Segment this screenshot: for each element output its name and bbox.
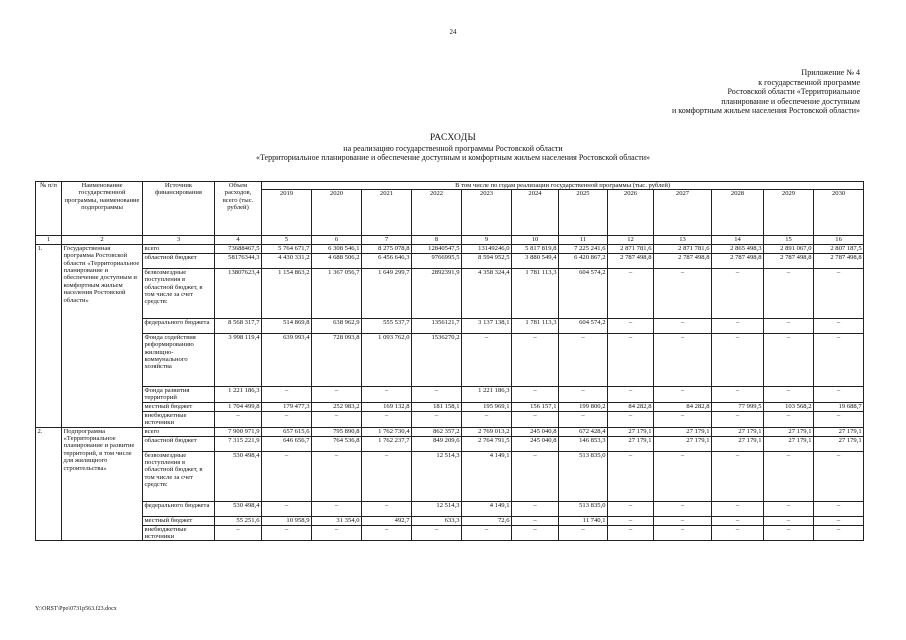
column-number: 13 (654, 236, 712, 244)
year-cell: 7 225 241,6 (559, 244, 608, 253)
year-cell: – (764, 501, 814, 516)
year-cell: 12840547,5 (412, 244, 462, 253)
year-cell: 3 137 138,1 (462, 318, 512, 333)
year-cell: – (312, 386, 362, 402)
year-cell: 245 040,8 (512, 427, 559, 436)
year-cell: – (814, 268, 864, 318)
year-cell: 1 221 186,3 (462, 386, 512, 402)
year-cell: – (712, 451, 764, 501)
year-cell: 3 880 549,4 (512, 253, 559, 268)
table-row (36, 501, 864, 516)
table-row (36, 268, 864, 318)
year-cell: – (814, 501, 864, 516)
year-cell: 633,3 (412, 516, 462, 525)
year-cell: – (712, 411, 764, 427)
header-year: 2024 (512, 190, 559, 236)
year-cell: – (764, 318, 814, 333)
year-cell: 169 132,8 (362, 402, 412, 411)
total-cell: – (215, 411, 262, 427)
year-cell: 1 154 863,2 (262, 268, 312, 318)
total-cell: 1 221 186,3 (215, 386, 262, 402)
header-no: № п/п (36, 182, 62, 236)
funding-source: Фонда содействия реформированию жилищно-коммунального хозяйства (143, 333, 215, 386)
year-cell: – (362, 501, 412, 516)
year-cell: 156 157,1 (512, 402, 559, 411)
funding-source: местный бюджет (143, 516, 215, 525)
year-cell: 1536270,2 (412, 333, 462, 386)
funding-source: Фонда развития территорий (143, 386, 215, 402)
total-cell: 73688467,5 (215, 244, 262, 253)
table-row (36, 402, 864, 411)
column-number: 11 (559, 236, 608, 244)
year-cell: 10 958,9 (262, 516, 312, 525)
table-row (36, 451, 864, 501)
year-cell: – (764, 516, 814, 525)
year-cell: – (608, 318, 654, 333)
year-cell: – (712, 333, 764, 386)
year-cell: – (764, 451, 814, 501)
total-cell: 8 568 317,7 (215, 318, 262, 333)
appendix-line: к государственной программе (758, 77, 860, 87)
year-cell: 604 574,2 (559, 318, 608, 333)
year-cell: 657 615,6 (262, 427, 312, 436)
column-number: 15 (764, 236, 814, 244)
year-cell: – (262, 501, 312, 516)
year-cell: – (512, 516, 559, 525)
year-cell: 4 149,1 (462, 501, 512, 516)
table-row (36, 318, 864, 333)
year-cell: 2 891 067,0 (764, 244, 814, 253)
page-number: 24 (449, 28, 457, 36)
year-cell: – (814, 386, 864, 402)
funding-source: всего (143, 244, 215, 253)
year-cell: – (262, 411, 312, 427)
year-cell: 2 787 498,8 (764, 253, 814, 268)
year-cell: 4 688 506,2 (312, 253, 362, 268)
year-cell: – (362, 525, 412, 541)
year-cell: – (764, 411, 814, 427)
year-cell: – (412, 525, 462, 541)
year-cell: – (412, 411, 462, 427)
year-cell: 638 962,9 (312, 318, 362, 333)
total-cell: 58176344,3 (215, 253, 262, 268)
program-name: Подпрограмма «Территориальное планирование и развитие территорий, в том числе для жилищного строительства» (62, 427, 143, 541)
year-cell: – (462, 333, 512, 386)
year-cell: – (764, 525, 814, 541)
year-cell: 27 179,1 (712, 427, 764, 436)
year-cell: 9766995,5 (412, 253, 462, 268)
year-cell: – (712, 525, 764, 541)
year-cell: 764 536,8 (312, 436, 362, 451)
year-cell: – (608, 501, 654, 516)
table-row (36, 427, 864, 436)
year-cell: 5 817 819,8 (512, 244, 559, 253)
year-cell: – (512, 333, 559, 386)
document-title (0, 134, 906, 163)
year-cell: – (712, 386, 764, 402)
year-cell: 181 158,1 (412, 402, 462, 411)
year-cell: 4 358 324,4 (462, 268, 512, 318)
year-cell: – (559, 411, 608, 427)
year-cell: – (608, 268, 654, 318)
table-body (36, 244, 864, 541)
year-cell: – (608, 451, 654, 501)
expenses-table (35, 181, 864, 541)
year-cell: 27 179,1 (764, 436, 814, 451)
year-cell: 31 354,0 (312, 516, 362, 525)
year-cell: 245 040,8 (512, 436, 559, 451)
year-cell: 19 688,7 (814, 402, 864, 411)
header-year: 2019 (262, 190, 312, 236)
year-cell: 1 762 730,4 (362, 427, 412, 436)
table-row (36, 436, 864, 451)
column-number: 12 (608, 236, 654, 244)
year-cell: – (608, 411, 654, 427)
funding-source: всего (143, 427, 215, 436)
header-row (36, 182, 864, 190)
column-number: 8 (412, 236, 462, 244)
column-number: 4 (215, 236, 262, 244)
year-cell: – (608, 516, 654, 525)
year-cell: 513 835,0 (559, 451, 608, 501)
total-cell: 7 315 221,9 (215, 436, 262, 451)
year-cell: 646 656,7 (262, 436, 312, 451)
year-cell: – (764, 386, 814, 402)
appendix-line: Приложение № 4 (801, 68, 860, 77)
header-years-group: В том числе по годам реализации государственной программы (тыс. рублей) (262, 182, 864, 190)
year-cell: – (814, 525, 864, 541)
year-cell: 27 179,1 (654, 436, 712, 451)
funding-source: внебюджетные источники (143, 411, 215, 427)
year-cell: 6 420 867,2 (559, 253, 608, 268)
year-cell: – (362, 386, 412, 402)
funding-source: внебюджетные источники (143, 525, 215, 541)
column-number-row (36, 236, 864, 244)
year-cell: – (654, 386, 712, 402)
year-cell: – (262, 386, 312, 402)
funding-source: местный бюджет (143, 402, 215, 411)
year-cell: 27 179,1 (654, 427, 712, 436)
year-cell: – (814, 333, 864, 386)
year-cell: – (654, 411, 712, 427)
year-cell: 103 568,2 (764, 402, 814, 411)
funding-source: безвозмездные поступления в областной бюджет, в том числе за счет средств: (143, 268, 215, 318)
column-number: 9 (462, 236, 512, 244)
year-cell: 179 477,3 (262, 402, 312, 411)
year-cell: 252 983,2 (312, 402, 362, 411)
year-cell: 1 781 113,3 (512, 268, 559, 318)
year-cell: 27 179,1 (608, 427, 654, 436)
year-cell: – (712, 268, 764, 318)
year-cell: – (312, 451, 362, 501)
year-cell: – (512, 411, 559, 427)
year-cell: – (462, 411, 512, 427)
year-cell: 639 993,4 (262, 333, 312, 386)
header-year: 2027 (654, 190, 712, 236)
year-cell: 1 649 299,7 (362, 268, 412, 318)
year-cell: – (814, 318, 864, 333)
year-cell: 2 787 498,8 (814, 253, 864, 268)
row-number: 2. (36, 427, 62, 541)
year-cell: 27 179,1 (814, 427, 864, 436)
header-volume: Объем расходов, всего (тыс. рублей) (215, 182, 262, 236)
appendix-line: Ростовской области «Территориальное (727, 87, 860, 96)
header-year: 2025 (559, 190, 608, 236)
column-number: 7 (362, 236, 412, 244)
year-cell: 72,6 (462, 516, 512, 525)
funding-source: федерального бюджета (143, 501, 215, 516)
year-cell: 13149246,0 (462, 244, 512, 253)
year-cell: 12 514,3 (412, 451, 462, 501)
year-cell: – (462, 525, 512, 541)
appendix-line: и комфортным жильем населения Ростовской области» (671, 106, 860, 115)
year-cell: 195 969,1 (462, 402, 512, 411)
header-year: 2026 (608, 190, 654, 236)
year-cell: – (512, 525, 559, 541)
year-cell: 2 787 498,8 (712, 253, 764, 268)
year-cell: 2 807 187,5 (814, 244, 864, 253)
year-cell: 2 865 498,3 (712, 244, 764, 253)
year-cell: 514 869,8 (262, 318, 312, 333)
year-cell: – (654, 516, 712, 525)
year-cell: – (608, 386, 654, 402)
table-row (36, 244, 864, 253)
column-number: 16 (814, 236, 864, 244)
year-cell: 8 275 078,8 (362, 244, 412, 253)
year-cell: – (312, 501, 362, 516)
total-cell: 530 498,4 (215, 451, 262, 501)
header-year: 2029 (764, 190, 814, 236)
table-row (36, 525, 864, 541)
table-row (36, 516, 864, 525)
year-cell: 1 093 762,0 (362, 333, 412, 386)
year-cell: – (559, 525, 608, 541)
year-cell: – (559, 386, 608, 402)
total-cell: 1 704 499,8 (215, 402, 262, 411)
column-number: 6 (312, 236, 362, 244)
header-year: 2020 (312, 190, 362, 236)
total-cell: – (215, 525, 262, 541)
year-cell: – (262, 525, 312, 541)
year-cell: – (814, 451, 864, 501)
year-cell: – (512, 386, 559, 402)
year-cell: 8 594 952,5 (462, 253, 512, 268)
total-cell: 55 251,6 (215, 516, 262, 525)
program-name: Государственная программа Ростовской области «Территориальное планирование и обеспечение доступным и комфортным жильем населения Ростовской области» (62, 244, 143, 427)
title-line: «Территориальное планирование и обеспечение доступным и комфортным жильем населения Ростовской области» (255, 153, 651, 162)
table-row (36, 333, 864, 386)
header-name: Наименование государственной программы, наименование подпрограммы (62, 182, 143, 236)
total-cell: 530 498,4 (215, 501, 262, 516)
year-cell: 2 787 498,8 (654, 253, 712, 268)
total-cell: 13807623,4 (215, 268, 262, 318)
table-row (36, 411, 864, 427)
year-cell: – (512, 501, 559, 516)
row-number: 1. (36, 244, 62, 427)
funding-source: областной бюджет (143, 436, 215, 451)
year-cell: – (312, 525, 362, 541)
year-cell: 11 740,1 (559, 516, 608, 525)
year-cell: 849 209,6 (412, 436, 462, 451)
year-cell: 84 282,8 (608, 402, 654, 411)
footer-path: Y:\ORST\Ppo\0731p563.f23.docx (35, 606, 117, 612)
year-cell: 555 537,7 (362, 318, 412, 333)
year-cell: – (654, 268, 712, 318)
year-cell: 604 574,2 (559, 268, 608, 318)
year-cell: 862 357,2 (412, 427, 462, 436)
year-cell: 27 179,1 (764, 427, 814, 436)
year-cell: – (654, 525, 712, 541)
table-row (36, 253, 864, 268)
year-cell: 492,7 (362, 516, 412, 525)
total-cell: 3 998 119,4 (215, 333, 262, 386)
year-cell: 1 781 113,3 (512, 318, 559, 333)
year-cell: 27 179,1 (712, 436, 764, 451)
year-cell: 199 800,2 (559, 402, 608, 411)
year-cell: 1356121,7 (412, 318, 462, 333)
funding-source: безвозмездные поступления в областной бюджет, в том числе за счет средств: (143, 451, 215, 501)
year-cell: – (608, 525, 654, 541)
column-number: 10 (512, 236, 559, 244)
year-cell: – (654, 451, 712, 501)
column-number: 3 (143, 236, 215, 244)
year-cell: 27 179,1 (814, 436, 864, 451)
year-cell: – (608, 333, 654, 386)
header-year: 2021 (362, 190, 412, 236)
year-cell: 2 764 791,5 (462, 436, 512, 451)
year-cell: – (712, 516, 764, 525)
year-cell: 2 871 781,6 (608, 244, 654, 253)
appendix-line: планирование и обеспечение доступным (721, 96, 860, 106)
year-cell: 77 999,5 (712, 402, 764, 411)
total-cell: 7 900 971,9 (215, 427, 262, 436)
year-cell: – (712, 318, 764, 333)
appendix-header (560, 68, 860, 116)
year-cell: – (412, 386, 462, 402)
year-cell: – (764, 333, 814, 386)
year-cell: – (764, 268, 814, 318)
year-cell: 4 149,1 (462, 451, 512, 501)
year-cell: – (654, 333, 712, 386)
year-cell: 2892391,9 (412, 268, 462, 318)
year-cell: 146 853,3 (559, 436, 608, 451)
header-year: 2022 (412, 190, 462, 236)
year-cell: 672 428,4 (559, 427, 608, 436)
column-number: 1 (36, 236, 62, 244)
column-number: 5 (262, 236, 312, 244)
year-cell: 6 308 546,1 (312, 244, 362, 253)
year-cell: 5 764 671,7 (262, 244, 312, 253)
year-cell: 84 282,8 (654, 402, 712, 411)
year-cell: 2 769 013,2 (462, 427, 512, 436)
title-main: РАСХОДЫ (429, 133, 477, 143)
year-cell: – (712, 501, 764, 516)
year-cell: – (512, 451, 559, 501)
year-cell: – (814, 411, 864, 427)
header-year: 2030 (814, 190, 864, 236)
year-cell: 6 456 646,3 (362, 253, 412, 268)
year-cell: 1 367 056,7 (312, 268, 362, 318)
year-cell: – (559, 333, 608, 386)
year-cell: – (362, 451, 412, 501)
year-cell: 4 430 331,2 (262, 253, 312, 268)
year-cell: 1 762 237,7 (362, 436, 412, 451)
funding-source: областной бюджет (143, 253, 215, 268)
year-cell: – (654, 501, 712, 516)
year-cell: 2 871 781,6 (654, 244, 712, 253)
funding-source: федерального бюджета (143, 318, 215, 333)
column-number: 14 (712, 236, 764, 244)
year-cell: 513 835,0 (559, 501, 608, 516)
year-cell: – (814, 516, 864, 525)
year-cell: 12 514,3 (412, 501, 462, 516)
year-cell: – (362, 411, 412, 427)
year-cell: 728 093,8 (312, 333, 362, 386)
year-cell: – (262, 451, 312, 501)
year-cell: 27 179,1 (608, 436, 654, 451)
year-cell: – (312, 411, 362, 427)
year-cell: – (654, 318, 712, 333)
table-row (36, 386, 864, 402)
header-year: 2028 (712, 190, 764, 236)
year-cell: 2 787 498,8 (608, 253, 654, 268)
column-number: 2 (62, 236, 143, 244)
year-cell: 795 890,8 (312, 427, 362, 436)
header-year: 2023 (462, 190, 512, 236)
title-line: на реализацию государственной программы Ростовской области (343, 143, 563, 153)
header-source: Источник финансирования (143, 182, 215, 236)
